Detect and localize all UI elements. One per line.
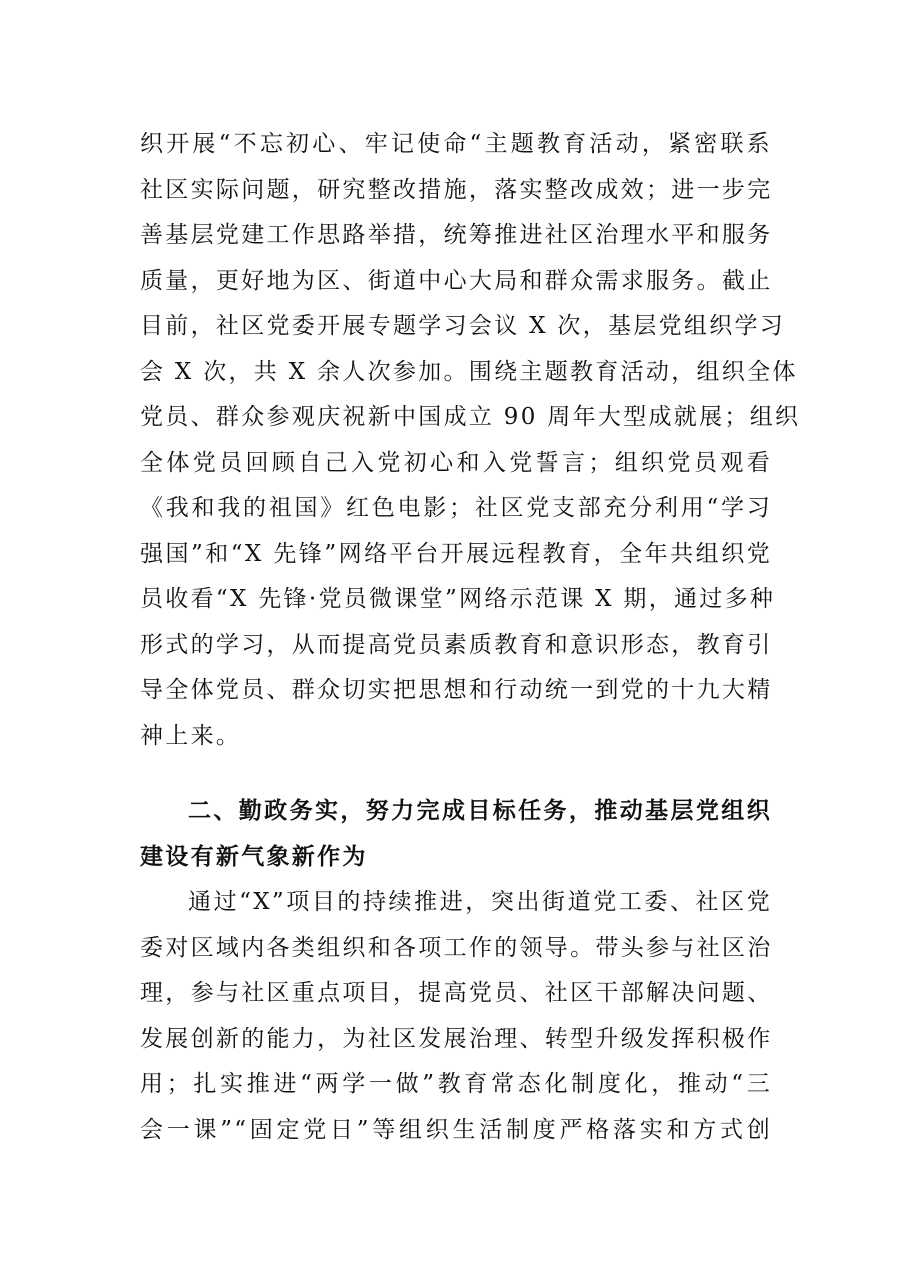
paragraph-line: 会一课”“固定党日”等组织生活制度严格落实和方式创 — [140, 1116, 772, 1143]
paragraph-line: 《我和我的祖国》红色电影；社区党支部充分利用“学习 — [140, 495, 772, 521]
paragraph-line: 善基层党建工作思路举措，统筹推进社区治理水平和服务 — [140, 222, 773, 248]
paragraph-line: 形式的学习，从而提高党员素质教育和意识形态，教育引 — [140, 631, 773, 658]
paragraph-line: 发展创新的能力，为社区发展治理、转型升级发挥积极作 — [140, 1025, 773, 1052]
paragraph-2 — [140, 880, 772, 1153]
paragraph-line: 目前，社区党委开展专题学习会议 X 次，基层党组织学习 — [140, 313, 786, 339]
paragraph-line: 神上来。 — [140, 722, 242, 749]
paragraph-line: 强国”和“X 先锋”网络平台开展远程教育，全年共组织党 — [140, 540, 772, 567]
paragraph-line: 党员、群众参观庆祝新中国成立 90 周年大型成就展；组织 — [140, 404, 801, 430]
paragraph-line: 织开展“不忘初心、牢记使命“主题教育活动，紧密联系 — [140, 131, 772, 157]
paragraph-1 — [140, 122, 801, 759]
paragraph-line: 社区实际问题，研究整改措施，落实整改成效；进一步完 — [140, 176, 773, 203]
paragraph-line: 全体党员回顾自己入党初心和入党誓言；组织党员观看 — [140, 449, 772, 476]
paragraph-line: 员收看“X 先锋·党员微课堂”网络示范课 X 期，通过多种 — [140, 586, 776, 612]
paragraph-line: 理，参与社区重点项目，提高党员、社区干部解决问题、 — [140, 980, 773, 1006]
paragraph-line: 质量，更好地为区、街道中心大局和群众需求服务。截止 — [140, 267, 773, 294]
paragraph-line: 会 X 次，共 X 余人次参加。围绕主题教育活动，组织全体 — [140, 358, 798, 385]
paragraph-line: 委对区域内各类组织和各项工作的领导。带头参与社区治 — [140, 934, 773, 961]
section-heading — [140, 789, 772, 880]
heading-line: 建设有新气象新作为 — [140, 843, 368, 870]
paragraph-line: 用；扎实推进“两学一做”教育常态化制度化，推动“三 — [140, 1071, 772, 1097]
heading-line: 二、勤政务实，努力完成目标任务，推动基层党组织 — [188, 798, 772, 824]
paragraph-line: 导全体党员、群众切实把思想和行动统一到党的十九大精 — [140, 677, 773, 703]
paragraph-line: 通过“X”项目的持续推进，突出街道党工委、社区党 — [188, 889, 772, 915]
